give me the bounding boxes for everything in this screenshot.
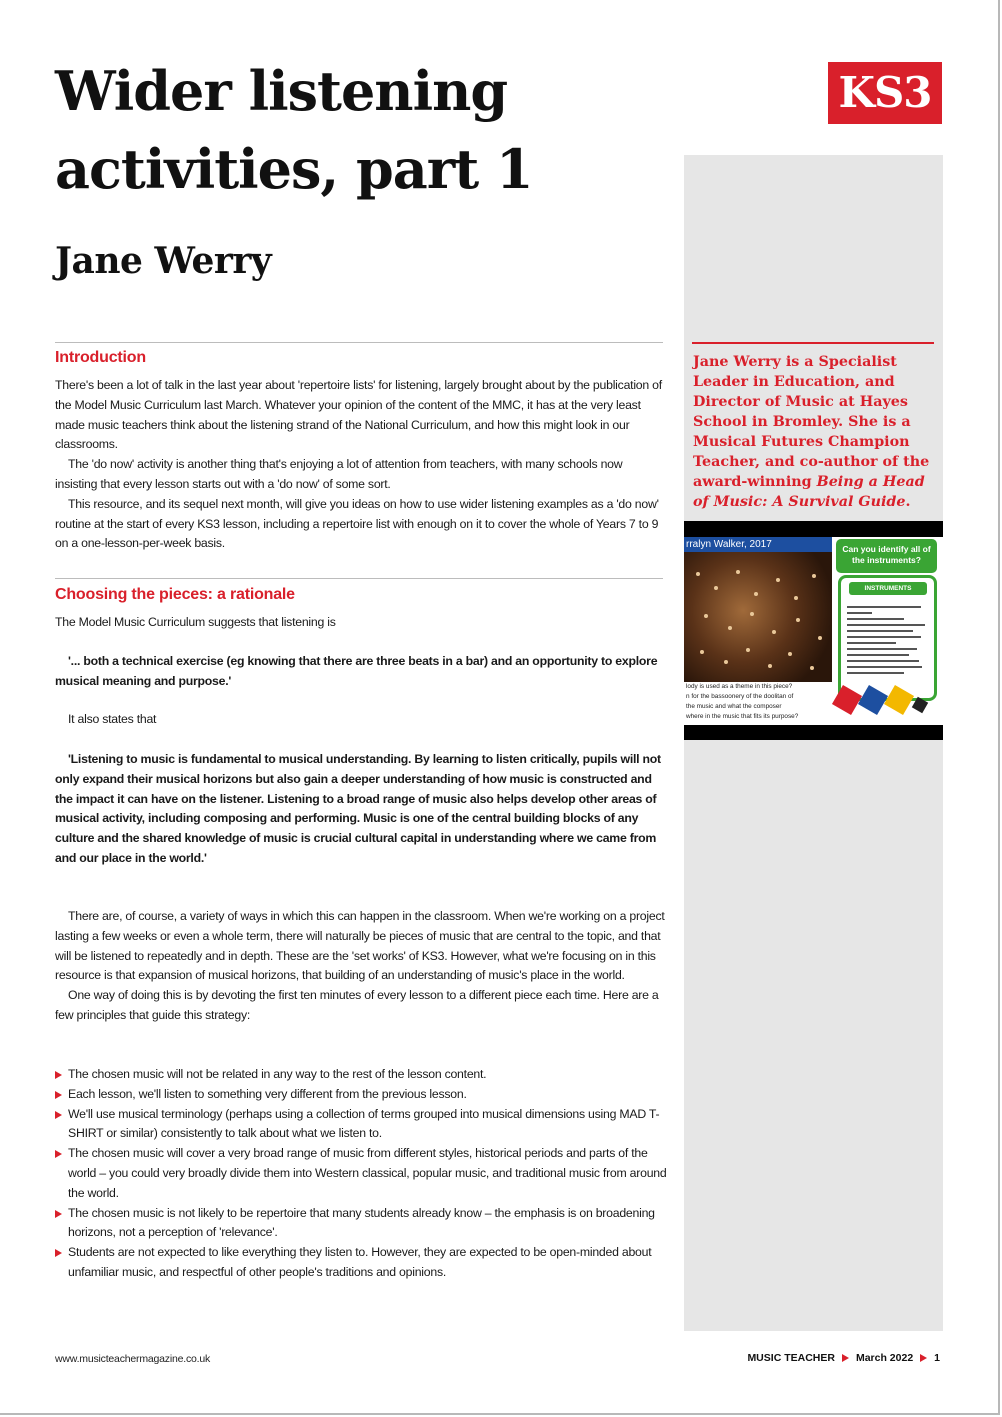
paragraph: There's been a lot of talk in the last year about 'repertoire lists' for listening, largely brought about by the publication of the Model Music Curriculum last March. Whatever your opinion of the content of the MMC, it has at the very least made music teachers think about the listening strand of the National Curriculum, and how this might look in our classrooms. [55,378,662,452]
section-heading-introduction: Introduction [55,349,146,366]
page-number: 1 [934,1352,940,1364]
list-item [55,1243,667,1283]
list-item-text: Students are not expected to like everything they listen to. However, they are expected to be open-minded about unfamiliar music, and respectful of other people's traditions and opinions. [68,1245,652,1279]
rationale-body [55,907,665,1026]
thumbnail-question-line: the music and what the composer [686,703,782,710]
list-item-text: The chosen music is not likely to be repertoire that many students already know – the emphasis is on broadening horizons, not a perception of 'relevance'. [68,1205,655,1240]
principles-list [55,1065,667,1283]
footer-meta [747,1352,940,1364]
author-bio [693,352,935,512]
article-author: Jane Werry [55,240,272,282]
paragraph: The Model Music Curriculum suggests that listening is [55,615,336,629]
footer-website: www.musicteachermagazine.co.uk [55,1353,211,1365]
mmc-quote: 'Listening to music is fundamental to musical understanding. By learning to listen critically, pupils will not only expand their musical horizons but also gain a deeper understanding of how music is constructed and the impact it can have on the listener. Listening to a broad range of music also helps develop other areas of musical activity, including composing and performing. Music is one of the central building blocks of any culture and the shared knowledge of music is crucial cultural capital in understanding where we came from and our place in the world.' [55,752,661,865]
thumbnail-instrument-heading: INSTRUMENTS [849,582,927,595]
list-item [55,1085,667,1105]
section-heading-rationale: Choosing the pieces: a rationale [55,586,295,603]
thumbnail-text-lines [847,606,929,678]
footer-issue: March 2022 [855,1352,914,1364]
sidebar-panel [684,155,943,1331]
list-item [55,1144,667,1203]
bullet-arrow-icon [55,1091,62,1099]
thumbnail-question-line: where in the music that fits its purpose? [686,713,799,720]
author-bio-text: Jane Werry is a Specialist Leader in Education, and Director of Music at Hayes School in Bromley. She is a Musical Futures Champion Teacher, and co-author of the award-winning [693,354,930,490]
thumbnail-question-line: lody is used as a theme in this piece? [686,683,793,690]
article-title: Wider listening activities, part 1 [55,59,533,201]
bullet-arrow-icon [55,1210,62,1218]
list-item [55,1204,667,1244]
resource-thumbnail [684,521,943,740]
paragraph: The 'do now' activity is another thing that's enjoying a lot of attention from teachers, with many schools now insisting that every lesson starts out with a 'do now' of some sort. [55,457,623,491]
introduction-body [55,376,665,554]
thumbnail-slide-left [684,537,832,725]
list-item [55,1105,667,1145]
mmc-quote: '... both a technical exercise (eg knowing that there are three beats in a bar) and an opportunity to explore musical meaning and purpose.' [55,654,658,688]
thumbnail-question-line: n for the bassoonery of the doolitan of [686,693,794,700]
footer-magazine: MUSIC TEACHER [747,1352,835,1364]
thumbnail-panel-title: Can you identify all of the instruments? [836,539,937,573]
bullet-arrow-icon [55,1150,62,1158]
list-item-text: The chosen music will cover a very broad range of music from different styles, historical periods and parts of the world – you could very broadly divide them into Western classical, popular music, and traditional music from around the world. [68,1146,667,1200]
bio-divider [692,342,934,344]
section-divider [55,342,663,343]
paragraph: There are, of course, a variety of ways in which this can happen in the classroom. When we're working on a project lasting a few weeks or even a whole term, there will naturally be pieces of music that are central to the topic, and that will be listened to repeatedly and in depth. These are the 'set works' of KS3. However, what we're focusing on in this resource is that expansion of musical horizons, that building of an understanding of music's place in the world. [55,909,665,983]
orchestra-photo [684,552,832,682]
paragraph: It also states that [68,712,157,726]
footer-arrow-icon [920,1354,927,1362]
list-item [55,1065,667,1085]
list-item-text: The chosen music will not be related in any way to the rest of the lesson content. [68,1067,487,1081]
paragraph: One way of doing this is by devoting the first ten minutes of every lesson to a different piece each time. Here are a few principles that guide this strategy: [55,988,659,1022]
list-item-text: We'll use musical terminology (perhaps using a collection of terms grouped into musical dimensions using MAD T-SHIRT or similar) consistently to talk about what we listen to. [68,1106,660,1141]
thumbnail-caption: rralyn Walker, 2017 [684,537,832,552]
ks3-badge: KS3 [828,62,942,124]
footer-arrow-icon [842,1354,849,1362]
thumbnail-questions [684,682,832,722]
section-divider [55,578,663,579]
paragraph: This resource, and its sequel next month, will give you ideas on how to use wider listening examples as a 'do now' routine at the start of every KS3 lesson, including a repertoire list with enough on it to cover the whole of Years 7 to 9 on a one-lesson-per-week basis. [55,496,659,551]
author-bio-book-title: Being a Head of Music: A Survival Guide [693,474,925,510]
bullet-arrow-icon [55,1111,62,1119]
bullet-arrow-icon [55,1071,62,1079]
list-item-text: Each lesson, we'll listen to something very different from the previous lesson. [68,1086,467,1101]
thumbnail-instrument-box [838,575,937,701]
bullet-arrow-icon [55,1249,62,1257]
author-bio-end: . [905,494,911,510]
